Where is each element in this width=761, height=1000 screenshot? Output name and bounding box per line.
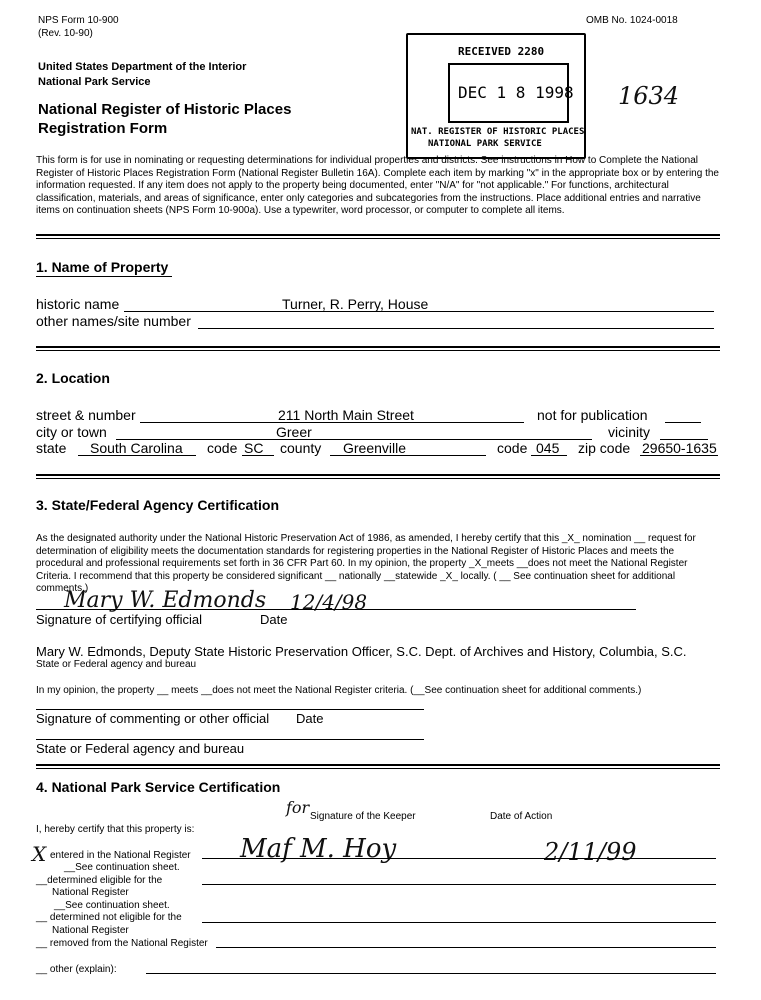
agency-label: State or Federal agency and bureau bbox=[36, 659, 197, 670]
entered-option: entered in the National Register bbox=[50, 850, 191, 861]
section-2-heading: 2. Location bbox=[36, 370, 110, 386]
not-for-publication-line[interactable] bbox=[665, 422, 701, 423]
removed-line[interactable] bbox=[216, 947, 716, 948]
stamp-register-line2: NATIONAL PARK SERVICE bbox=[428, 139, 542, 149]
other-option: __ other (explain): bbox=[36, 964, 117, 975]
vicinity-label: vicinity bbox=[608, 424, 651, 440]
national-register-1: National Register bbox=[52, 887, 129, 898]
street-value[interactable]: 211 North Main Street bbox=[278, 407, 414, 423]
historic-name-label: historic name bbox=[36, 296, 120, 312]
form-title: National Register of Historic Places bbox=[38, 101, 292, 118]
stamp-date: DEC 1 8 1998 bbox=[458, 83, 574, 102]
county-code-value[interactable]: 045 bbox=[536, 440, 560, 456]
not-eligible-option: __ determined not eligible for the bbox=[36, 912, 182, 923]
street-label: street & number bbox=[36, 407, 136, 423]
zip-value[interactable]: 29650-1635 bbox=[642, 440, 717, 456]
city-label: city or town bbox=[36, 424, 107, 440]
for-note: for bbox=[286, 798, 310, 817]
national-register-2: National Register bbox=[52, 925, 129, 936]
section-3-heading: 3. State/Federal Agency Certification bbox=[36, 497, 279, 513]
stamp-received: RECEIVED 2280 bbox=[458, 45, 545, 58]
signature-label: Signature of certifying official bbox=[36, 612, 202, 627]
county-code-label: code bbox=[497, 440, 528, 456]
other-names-line[interactable] bbox=[198, 328, 714, 329]
intro-instructions: This form is for use in nominating or requesting determinations for individual properties and districts. See instructions in How to Complete the National Register of Historic Places Registration Form (National Register Bulletin 16A). Complete each item by marking "x" in the appropriate box or by entering the information requested. If any item does not apply to the property being documented, enter "N/A" for "not applicable." For functions, architectural classification, materials, and areas of significance, enter only categories and subcategories from the instructions. Place additional entries and narrative items on continuation sheets (NPS Form 10-900a). Use a typewriter, word processor, or computer to complete all items. bbox=[36, 155, 719, 216]
department-name: United States Department of the Interior bbox=[38, 61, 247, 73]
action-date: 2/11/99 bbox=[544, 838, 637, 866]
divider bbox=[36, 764, 720, 769]
keeper-label: Signature of the Keeper bbox=[310, 811, 416, 822]
removed-option: __ removed from the National Register bbox=[36, 938, 208, 949]
section-1-heading: 1. Name of Property bbox=[36, 259, 169, 275]
historic-name-value[interactable]: Turner, R. Perry, House bbox=[282, 296, 429, 312]
state-code-label: code bbox=[207, 440, 238, 456]
county-value[interactable]: Greenville bbox=[343, 440, 407, 456]
determined-eligible-line[interactable] bbox=[202, 884, 716, 885]
commenting-signature-line[interactable] bbox=[36, 709, 424, 710]
heading-underline bbox=[36, 276, 172, 277]
keeper-signature: Maf M. Hoy bbox=[240, 834, 397, 864]
city-value[interactable]: Greer bbox=[276, 424, 312, 440]
zip-label: zip code bbox=[578, 440, 631, 456]
certification-text: As the designated authority under the National Historic Preservation Act of 1986, as amended, I hereby certify that this _X_ nomination __ request for determination of eligibility meets the documentation standards for registering properties in the National Register of Historic Places and meets the procedural and professional requirements set forth in 36 CFR Part 60. In my opinion, the property _X_meets __does not meet the National Register Criteria. I recommend that this property be considered significant __ nationally __statewide _X_ locally. ( __ See continuation sheet for additional comments.) bbox=[36, 533, 696, 594]
certifying-date: 12/4/98 bbox=[290, 590, 368, 614]
commenting-signature-label: Signature of commenting or other official bbox=[36, 711, 270, 726]
margin-note: 1634 bbox=[618, 82, 680, 110]
commenting-date-label: Date bbox=[296, 711, 324, 726]
county-label: county bbox=[280, 440, 322, 456]
state-value[interactable]: South Carolina bbox=[90, 440, 183, 456]
certifying-signature-line[interactable] bbox=[36, 609, 636, 610]
received-stamp bbox=[406, 33, 586, 159]
other-line[interactable] bbox=[146, 973, 716, 974]
omb-number: OMB No. 1024-0018 bbox=[586, 15, 678, 26]
agency-line[interactable] bbox=[36, 739, 424, 740]
not-for-publication-label: not for publication bbox=[537, 407, 648, 423]
service-name: National Park Service bbox=[38, 76, 151, 88]
state-label: state bbox=[36, 440, 67, 456]
opinion-text: In my opinion, the property __ meets __does not meet the National Register criteria. (__See continuation sheet for additional comments.) bbox=[36, 685, 642, 696]
stamp-date-box bbox=[448, 63, 574, 123]
state-code-value[interactable]: SC bbox=[244, 440, 264, 456]
certifying-signature: Mary W. Edmonds bbox=[64, 588, 267, 613]
form-number: NPS Form 10-900 bbox=[38, 15, 119, 26]
divider bbox=[36, 346, 720, 351]
official-name: Mary W. Edmonds, Deputy State Historic Preservation Officer, S.C. Dept. of Archives and History, Columbia, S.C. bbox=[36, 644, 687, 659]
entered-check-mark[interactable]: X bbox=[32, 842, 47, 866]
stamp-register-line1: NAT. REGISTER OF HISTORIC PLACES bbox=[411, 127, 585, 137]
not-eligible-line[interactable] bbox=[202, 922, 716, 923]
entered-line[interactable] bbox=[202, 858, 716, 859]
date-of-action-label: Date of Action bbox=[490, 811, 553, 822]
form-subtitle: Registration Form bbox=[38, 120, 168, 137]
section-4-heading: 4. National Park Service Certification bbox=[36, 779, 281, 795]
see-continuation-1: __See continuation sheet. bbox=[64, 862, 180, 873]
see-continuation-2: __See continuation sheet. bbox=[54, 900, 170, 911]
divider bbox=[36, 234, 720, 239]
date-label: Date bbox=[260, 612, 288, 627]
divider bbox=[36, 474, 720, 479]
determined-eligible-option: __determined eligible for the bbox=[36, 875, 163, 886]
other-names-label: other names/site number bbox=[36, 313, 191, 329]
form-revision: (Rev. 10-90) bbox=[38, 28, 93, 39]
agency-label-2: State or Federal agency and bureau bbox=[36, 741, 245, 756]
certify-label: I, hereby certify that this property is: bbox=[36, 824, 195, 835]
